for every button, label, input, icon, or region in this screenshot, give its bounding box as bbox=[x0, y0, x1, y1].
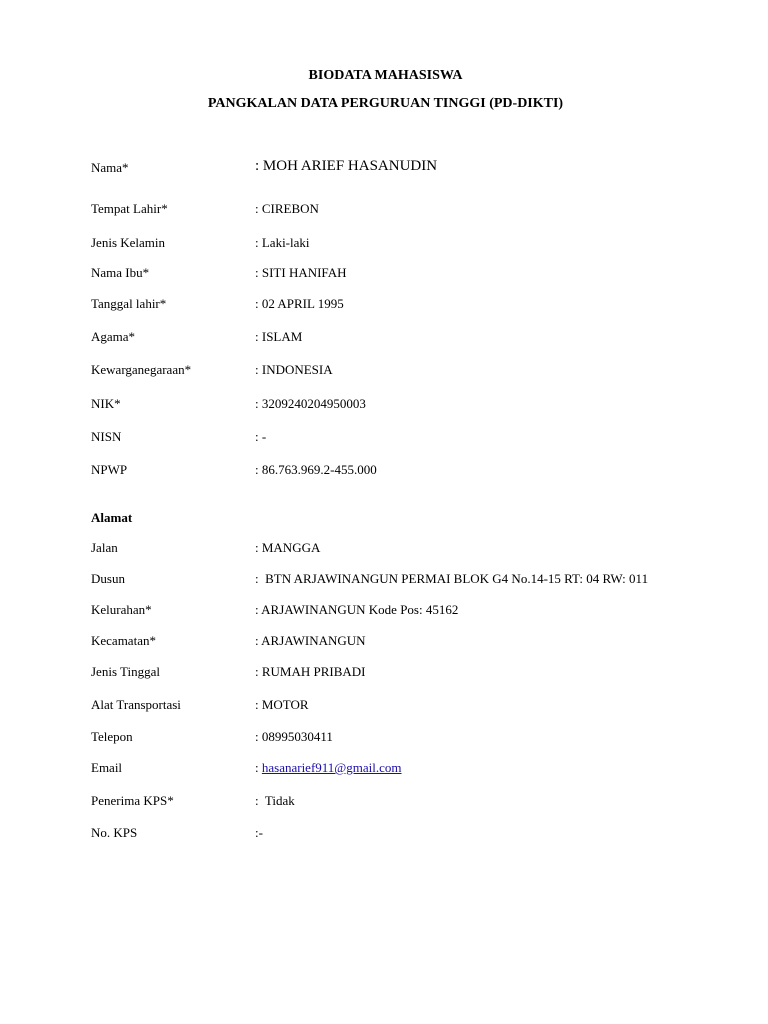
field-value: : 3209240204950003 bbox=[255, 396, 366, 411]
field-value: : Tidak bbox=[255, 793, 295, 808]
field-value: : MOH ARIEF HASANUDIN bbox=[255, 158, 438, 174]
field-value bbox=[255, 759, 402, 777]
field-label: Tempat Lahir* bbox=[91, 201, 168, 216]
field-value: : BTN ARJAWINANGUN PERMAI BLOK G4 No.14-15 RT: 04 RW: 011 bbox=[255, 571, 649, 586]
document-subtitle: PANGKALAN DATA PERGURUAN TINGGI (PD-DIKTI) bbox=[207, 96, 564, 111]
field-value: : 08995030411 bbox=[255, 729, 333, 744]
field-row-jalan bbox=[91, 539, 751, 557]
field-row-dusun bbox=[91, 570, 751, 588]
field-label: Email bbox=[91, 760, 123, 775]
field-row-kelurahan bbox=[91, 601, 751, 619]
field-value: : CIREBON bbox=[255, 201, 319, 216]
field-label: Kelurahan* bbox=[91, 602, 152, 617]
field-row-tempat-lahir bbox=[91, 200, 751, 218]
field-label: NIK* bbox=[91, 396, 121, 411]
field-label: No. KPS bbox=[91, 825, 138, 840]
email-prefix: : bbox=[255, 760, 262, 775]
field-label: Nama* bbox=[91, 160, 129, 175]
field-value: : RUMAH PRIBADI bbox=[255, 664, 366, 679]
field-row-npwp bbox=[91, 461, 751, 479]
field-label: Tanggal lahir* bbox=[91, 296, 167, 311]
field-row-jenis-kelamin bbox=[91, 234, 751, 252]
field-value: : ARJAWINANGUN Kode Pos: 45162 bbox=[255, 602, 459, 617]
field-label: Kecamatan* bbox=[91, 633, 156, 648]
field-label: Nama Ibu* bbox=[91, 265, 150, 280]
section-heading-alamat: Alamat bbox=[91, 510, 133, 525]
field-row-nama-ibu bbox=[91, 264, 751, 282]
email-link[interactable]: hasanarief911@gmail.com bbox=[261, 760, 402, 775]
field-label: Agama* bbox=[91, 329, 136, 344]
field-row-agama bbox=[91, 328, 751, 346]
field-label: Penerima KPS* bbox=[91, 793, 174, 808]
field-row-penerima-kps bbox=[91, 792, 751, 810]
field-value: : ISLAM bbox=[255, 329, 303, 344]
field-value: : 86.763.969.2-455.000 bbox=[255, 462, 377, 477]
field-row-nama bbox=[91, 159, 751, 177]
field-label: NISN bbox=[91, 429, 122, 444]
field-row-nisn bbox=[91, 428, 751, 446]
field-row-telepon bbox=[91, 728, 751, 746]
field-value: : ARJAWINANGUN bbox=[255, 633, 366, 648]
field-label: Dusun bbox=[91, 571, 125, 586]
field-label: Telepon bbox=[91, 729, 133, 744]
field-label: NPWP bbox=[91, 462, 128, 477]
field-value: : MOTOR bbox=[255, 697, 309, 712]
field-label: Jenis Kelamin bbox=[91, 235, 166, 250]
field-value: : MANGGA bbox=[255, 540, 321, 555]
field-row-email bbox=[91, 759, 751, 777]
field-label: Jenis Tinggal bbox=[91, 664, 160, 679]
field-label: Jalan bbox=[91, 540, 118, 555]
field-label: Kewarganegaraan* bbox=[91, 362, 192, 377]
field-row-kecamatan bbox=[91, 632, 751, 650]
field-value: : SITI HANIFAH bbox=[255, 265, 347, 280]
field-row-tanggal-lahir bbox=[91, 295, 751, 313]
field-value: : INDONESIA bbox=[255, 362, 333, 377]
field-row-kewarganegaraan bbox=[91, 361, 751, 379]
field-value: : Laki-laki bbox=[255, 235, 310, 250]
field-value: : 02 APRIL 1995 bbox=[255, 296, 344, 311]
field-value: : - bbox=[255, 429, 267, 444]
field-row-no-kps bbox=[91, 824, 751, 842]
field-value: :- bbox=[255, 825, 263, 840]
field-row-nik bbox=[91, 395, 751, 413]
field-row-jenis-tinggal bbox=[91, 663, 751, 681]
document-title: BIODATA MAHASISWA bbox=[308, 68, 463, 83]
field-label: Alat Transportasi bbox=[91, 697, 181, 712]
field-row-alat-transportasi bbox=[91, 696, 751, 714]
